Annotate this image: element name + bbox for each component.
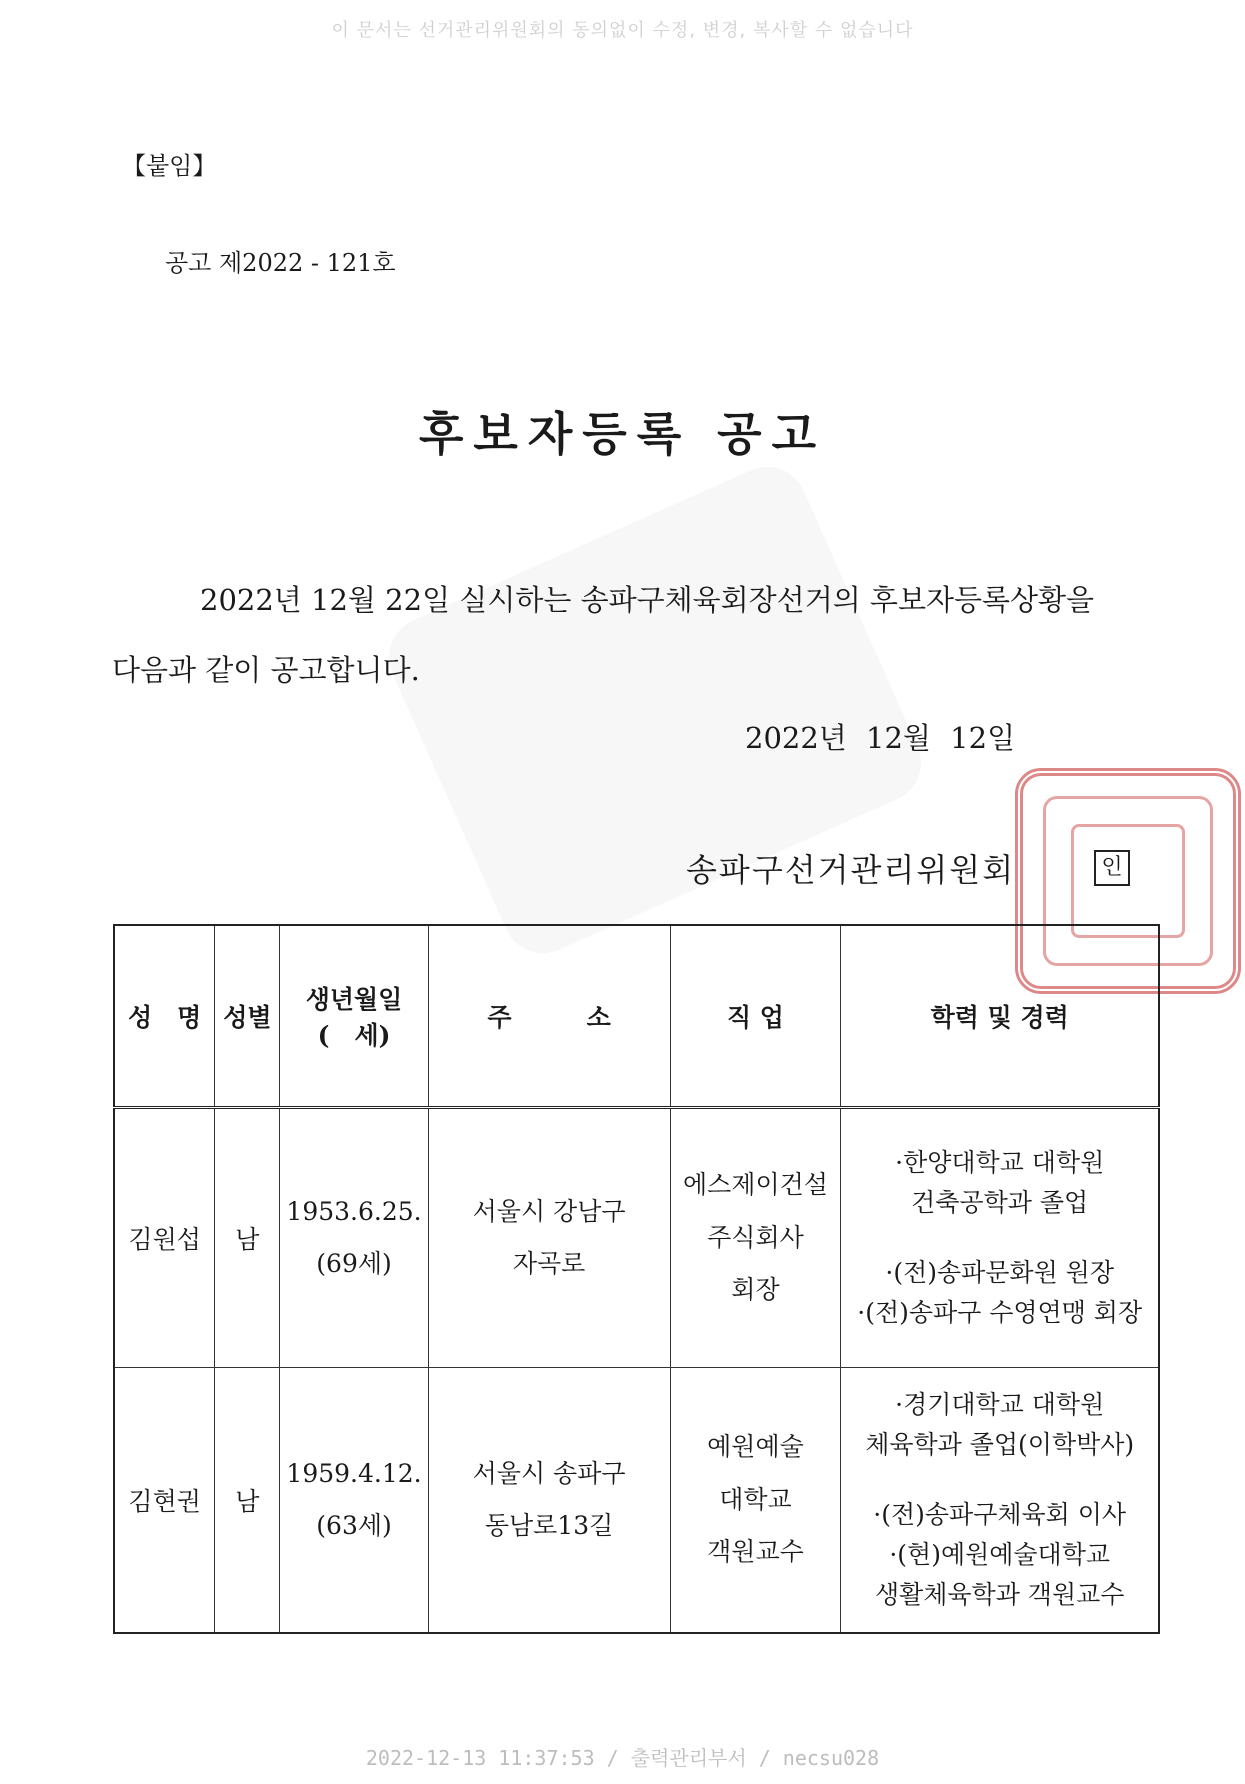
career-gap: [847, 1465, 1152, 1495]
candidate-occupation-line1: 예원예술: [707, 1432, 804, 1462]
candidate-birth: 1959.4.12.: [286, 1458, 422, 1488]
candidate-career-line3: 생활체육학과 객원교수: [874, 1580, 1125, 1610]
copy-warning-watermark: 이 문서는 선거관리위원회의 동의없이 수정, 변경, 복사할 수 없습니다: [331, 20, 914, 41]
header-birth: [280, 925, 428, 1108]
candidate-name: 김현권: [114, 1368, 215, 1633]
notice-number: 공고 제2022 - 121호: [165, 249, 396, 277]
candidate-address-line2: 동남로13길: [484, 1511, 614, 1541]
candidate-occupation-line2: 주식회사: [707, 1222, 804, 1252]
candidate-address-cell: [428, 1108, 670, 1368]
candidate-occupation-line3: 객원교수: [707, 1537, 804, 1567]
candidate-age: (69세): [316, 1249, 392, 1279]
header-gender: 성별: [215, 925, 280, 1108]
candidate-address-line1: 서울시 송파구: [472, 1458, 626, 1488]
candidate-education-line1: ·한양대학교 대학원: [895, 1148, 1105, 1178]
header-birth-line1: 생년월일: [305, 985, 403, 1014]
candidate-address-cell: [428, 1368, 670, 1633]
candidate-education-line1: ·경기대학교 대학원: [895, 1390, 1105, 1420]
candidate-occupation-line2: 대학교: [719, 1484, 792, 1514]
print-log-stamp: 2022-12-13 11:37:53 / 출력관리부서 / necsu028: [365, 1746, 880, 1770]
page-title: 후보자등록 공고: [418, 407, 827, 461]
candidate-occupation-line3: 회장: [731, 1275, 780, 1305]
seal-mark: 인: [1094, 850, 1130, 886]
candidate-birth-cell: [280, 1108, 428, 1368]
body-text-line-1: 2022년 12월 22일 실시하는 송파구체육회장선거의 후보자등록상황을: [200, 583, 1095, 617]
candidate-gender: 남: [215, 1108, 280, 1368]
candidate-career-cell: [841, 1108, 1159, 1368]
header-occupation: 직 업: [670, 925, 841, 1108]
issuer-name: 송파구선거관리위원회: [686, 851, 1016, 889]
notice-date: 2022년 12월 12일: [745, 721, 1016, 755]
table-header-row: [114, 925, 1159, 1108]
candidate-career-line2: ·(현)예원예술대학교: [889, 1540, 1110, 1570]
body-text-line-2: 다음과 같이 공고합니다.: [112, 653, 420, 687]
candidate-career-line2: ·(전)송파구 수영연맹 회장: [857, 1298, 1143, 1328]
candidate-education-line2: 건축공학과 졸업: [911, 1188, 1089, 1218]
header-address: 주 소: [428, 925, 670, 1108]
candidate-name: 김원섭: [114, 1108, 215, 1368]
header-birth-line2: ( 세): [317, 1021, 391, 1050]
candidate-career-line1: ·(전)송파구체육회 이사: [873, 1500, 1127, 1530]
career-gap: [847, 1223, 1152, 1253]
candidate-age: (63세): [316, 1511, 392, 1541]
candidate-occupation-line1: 에스제이건설: [683, 1170, 828, 1200]
candidate-occupation-cell: [670, 1368, 841, 1633]
candidate-birth-cell: [280, 1368, 428, 1633]
header-name: 성 명: [114, 925, 215, 1108]
candidate-table: [113, 924, 1160, 1634]
candidate-career-cell: [841, 1368, 1159, 1633]
candidate-address-line2: 자곡로: [512, 1249, 586, 1279]
candidate-birth: 1953.6.25.: [286, 1196, 422, 1226]
candidate-occupation-cell: [670, 1108, 841, 1368]
candidate-education-line2: 체육학과 졸업(이학박사): [865, 1430, 1135, 1460]
candidate-gender: 남: [215, 1368, 280, 1633]
candidate-career-line1: ·(전)송파문화원 원장: [885, 1258, 1114, 1288]
candidate-address-line1: 서울시 강남구: [472, 1196, 626, 1226]
table-row: [114, 1108, 1159, 1368]
table-row: [114, 1368, 1159, 1633]
attachment-label: 【붙임】: [122, 152, 217, 180]
header-career: 학력 및 경력: [841, 925, 1159, 1108]
